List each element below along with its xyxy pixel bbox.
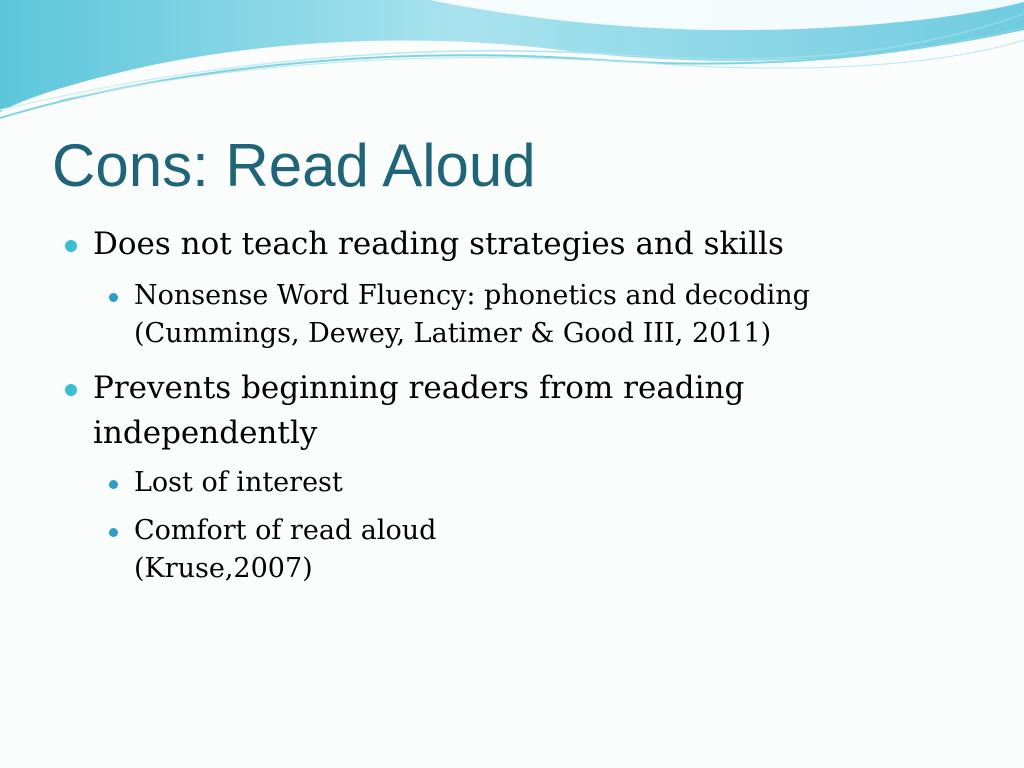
sub-bullet-dot-icon <box>109 528 118 537</box>
sub-bullet-text: Comfort of read aloud <box>134 515 437 546</box>
sub-bullet-text: Lost of interest <box>134 467 343 498</box>
header-wave-decoration <box>0 0 1024 120</box>
bullet-dot-icon <box>65 384 77 396</box>
bullet-dot-icon <box>65 240 77 252</box>
bullet-no-strategies <box>93 222 784 267</box>
bullet-text-continued: independently <box>93 415 318 451</box>
sub-bullet-dot-icon <box>109 480 118 489</box>
bullet-text: Prevents beginning readers from reading <box>93 370 745 406</box>
sub-bullet-citation: (Kruse,2007) <box>134 553 313 584</box>
bullet-prevents-independence <box>93 366 744 456</box>
sub-bullet-text: Nonsense Word Fluency: phonetics and decoding <box>134 280 810 311</box>
bullet-text: Does not teach reading strategies and skills <box>93 226 784 262</box>
sub-bullet-lost-of-interest <box>134 464 343 502</box>
sub-bullet-citation: (Cummings, Dewey, Latimer & Good III, 2011) <box>134 318 772 349</box>
sub-bullet-comfort-of-read-aloud <box>134 512 436 588</box>
sub-bullet-dot-icon <box>109 293 118 302</box>
sub-bullet-nonsense-word-fluency <box>134 277 810 353</box>
slide-title: Cons: Read Aloud <box>52 132 536 199</box>
